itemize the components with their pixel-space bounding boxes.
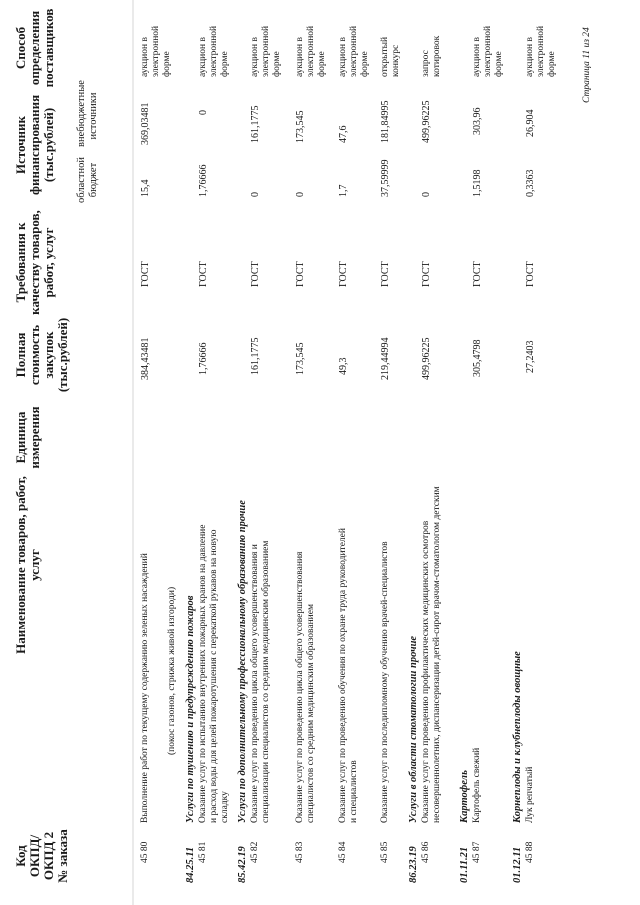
row-requirements: ГОСТ — [525, 261, 536, 287]
row-regional: 0 — [250, 192, 261, 197]
row-method: открытый конкурс — [380, 36, 401, 77]
header-cost: Полная стоимость закупок (тыс.рублей) — [13, 317, 70, 393]
section-code: 01.12.11 — [512, 846, 523, 883]
row-regional: 15,4 — [140, 179, 151, 197]
row-name: Картофель свежий — [472, 747, 482, 823]
row-name: Оказание услуг по последипломному обучению врачей-специалистов — [380, 541, 390, 823]
row-name: Оказание услуг по испытанию внутренних пожарных кранов на давление и расход воды для целей пожаротушения с перекаткой рукавов на новую складку — [198, 524, 230, 823]
row-code: 45 87 — [472, 841, 482, 863]
row-method: аукцион в электронной форме — [198, 25, 230, 77]
row-requirements: ГОСТ — [472, 261, 483, 287]
row-code: 45 84 — [338, 841, 348, 863]
row-requirements: ГОСТ — [250, 261, 261, 287]
row-method: аукцион в электронной форме — [295, 25, 327, 77]
header-funding-extra: внебюджетные источники — [76, 80, 99, 147]
row-method: аукцион в электронной форме — [525, 25, 557, 77]
row-regional: 37,59999 — [380, 159, 391, 197]
header-method: Способ определения поставщиков — [13, 8, 56, 88]
row-code: 45 80 — [140, 841, 150, 863]
header-name: Наименование товаров, работ, услуг — [13, 476, 42, 654]
section-title: Услуги по дополнительному профессиональному образованию прочие — [237, 500, 248, 823]
row-cost: 173,545 — [295, 342, 306, 375]
row-cost: 27,2403 — [525, 340, 536, 373]
row-regional: 1,7 — [338, 184, 349, 197]
section-code: 84.25.11 — [185, 846, 196, 883]
section-title: Корнеплоды и клубнеплоды овощные — [512, 651, 523, 823]
row-cost: 219,44994 — [380, 337, 391, 380]
row-cost: 49,3 — [338, 357, 349, 375]
header-code: Код ОКПД/ ОКПД 2 № заказа — [13, 829, 70, 883]
header-funding: Источник финансирования (тыс.рублей) — [13, 94, 56, 195]
row-method: аукцион в электронной форме — [140, 25, 172, 77]
section-code: 85.42.19 — [237, 846, 248, 883]
row-requirements: ГОСТ — [140, 261, 151, 287]
section-title: Картофель — [459, 770, 470, 823]
row-regional: 0 — [421, 192, 432, 197]
section-code: 01.11.21 — [459, 846, 470, 883]
row-extra: 499,96225 — [421, 100, 432, 143]
row-name: Лук репчатый — [525, 766, 535, 823]
row-extra: 26,904 — [525, 109, 536, 137]
row-method: аукцион в электронной форме — [338, 25, 370, 77]
row-requirements: ГОСТ — [421, 261, 432, 287]
header-unit: Единица измерения — [13, 406, 42, 469]
row-name: Оказание услуг по проведению профилактических медицинских осмотров несовершеннолетних, диспансеризации детей-сирот врачом-стоматологом детским — [421, 486, 442, 823]
row-method: аукцион в электронной форме — [250, 25, 282, 77]
row-extra: 369,03481 — [140, 102, 151, 145]
row-extra: 47,6 — [338, 125, 349, 143]
row-cost: 305,4798 — [472, 339, 483, 377]
row-extra: 181,84995 — [380, 100, 391, 143]
row-requirements: ГОСТ — [380, 261, 391, 287]
row-cost: 161,1775 — [250, 337, 261, 375]
row-extra: 161,1775 — [250, 105, 261, 143]
row-requirements: ГОСТ — [198, 261, 209, 287]
row-extra: 173,545 — [295, 110, 306, 143]
row-requirements: ГОСТ — [295, 261, 306, 287]
row-method: запрос котировок — [421, 35, 442, 77]
row-name: Оказание услуг по проведению цикла общего усовершенствования и специализации специалистов со средним медицинским образованием — [250, 540, 271, 823]
row-cost: 1,76666 — [198, 342, 209, 375]
row-name-continuation: (покос газонов, стрижка живой изгороди) — [167, 586, 177, 755]
row-regional: 0 — [295, 192, 306, 197]
row-regional: 1,76666 — [198, 164, 209, 197]
header-funding-regional: областной бюджет — [76, 157, 99, 203]
row-code: 45 86 — [421, 841, 431, 863]
row-cost: 384,43481 — [140, 337, 151, 380]
section-code: 86.23.19 — [408, 846, 419, 883]
row-method: аукцион в электронной форме — [472, 25, 504, 77]
row-code: 45 85 — [380, 841, 390, 863]
page-number: Страница 11 из 24 — [582, 27, 592, 103]
row-extra: 303,96 — [472, 107, 483, 135]
row-name: Оказание услуг по проведению цикла общего усовершенствования специалистов со средним медицинским образованием — [295, 551, 316, 823]
row-name: Выполнение работ по текущему содержанию зеленых насаждений — [140, 553, 150, 823]
row-code: 45 88 — [525, 841, 535, 863]
row-cost: 499,96225 — [421, 337, 432, 380]
header-requirements: Требования к качеству товаров, работ, услуг — [13, 210, 56, 315]
row-extra: 0 — [198, 110, 209, 115]
row-name: Оказание услуг по проведению обучения по охране труда руководителей и специалистов — [338, 528, 359, 823]
row-code: 45 82 — [250, 841, 260, 863]
row-code: 45 81 — [198, 841, 208, 863]
row-regional: 0,3363 — [525, 169, 536, 197]
row-code: 45 83 — [295, 841, 305, 863]
section-title: Услуги по тушению и предупреждению пожаров — [185, 595, 196, 823]
section-title: Услуги в области стоматологии прочие — [408, 635, 419, 823]
row-regional: 1,5198 — [472, 169, 483, 197]
row-requirements: ГОСТ — [338, 261, 349, 287]
